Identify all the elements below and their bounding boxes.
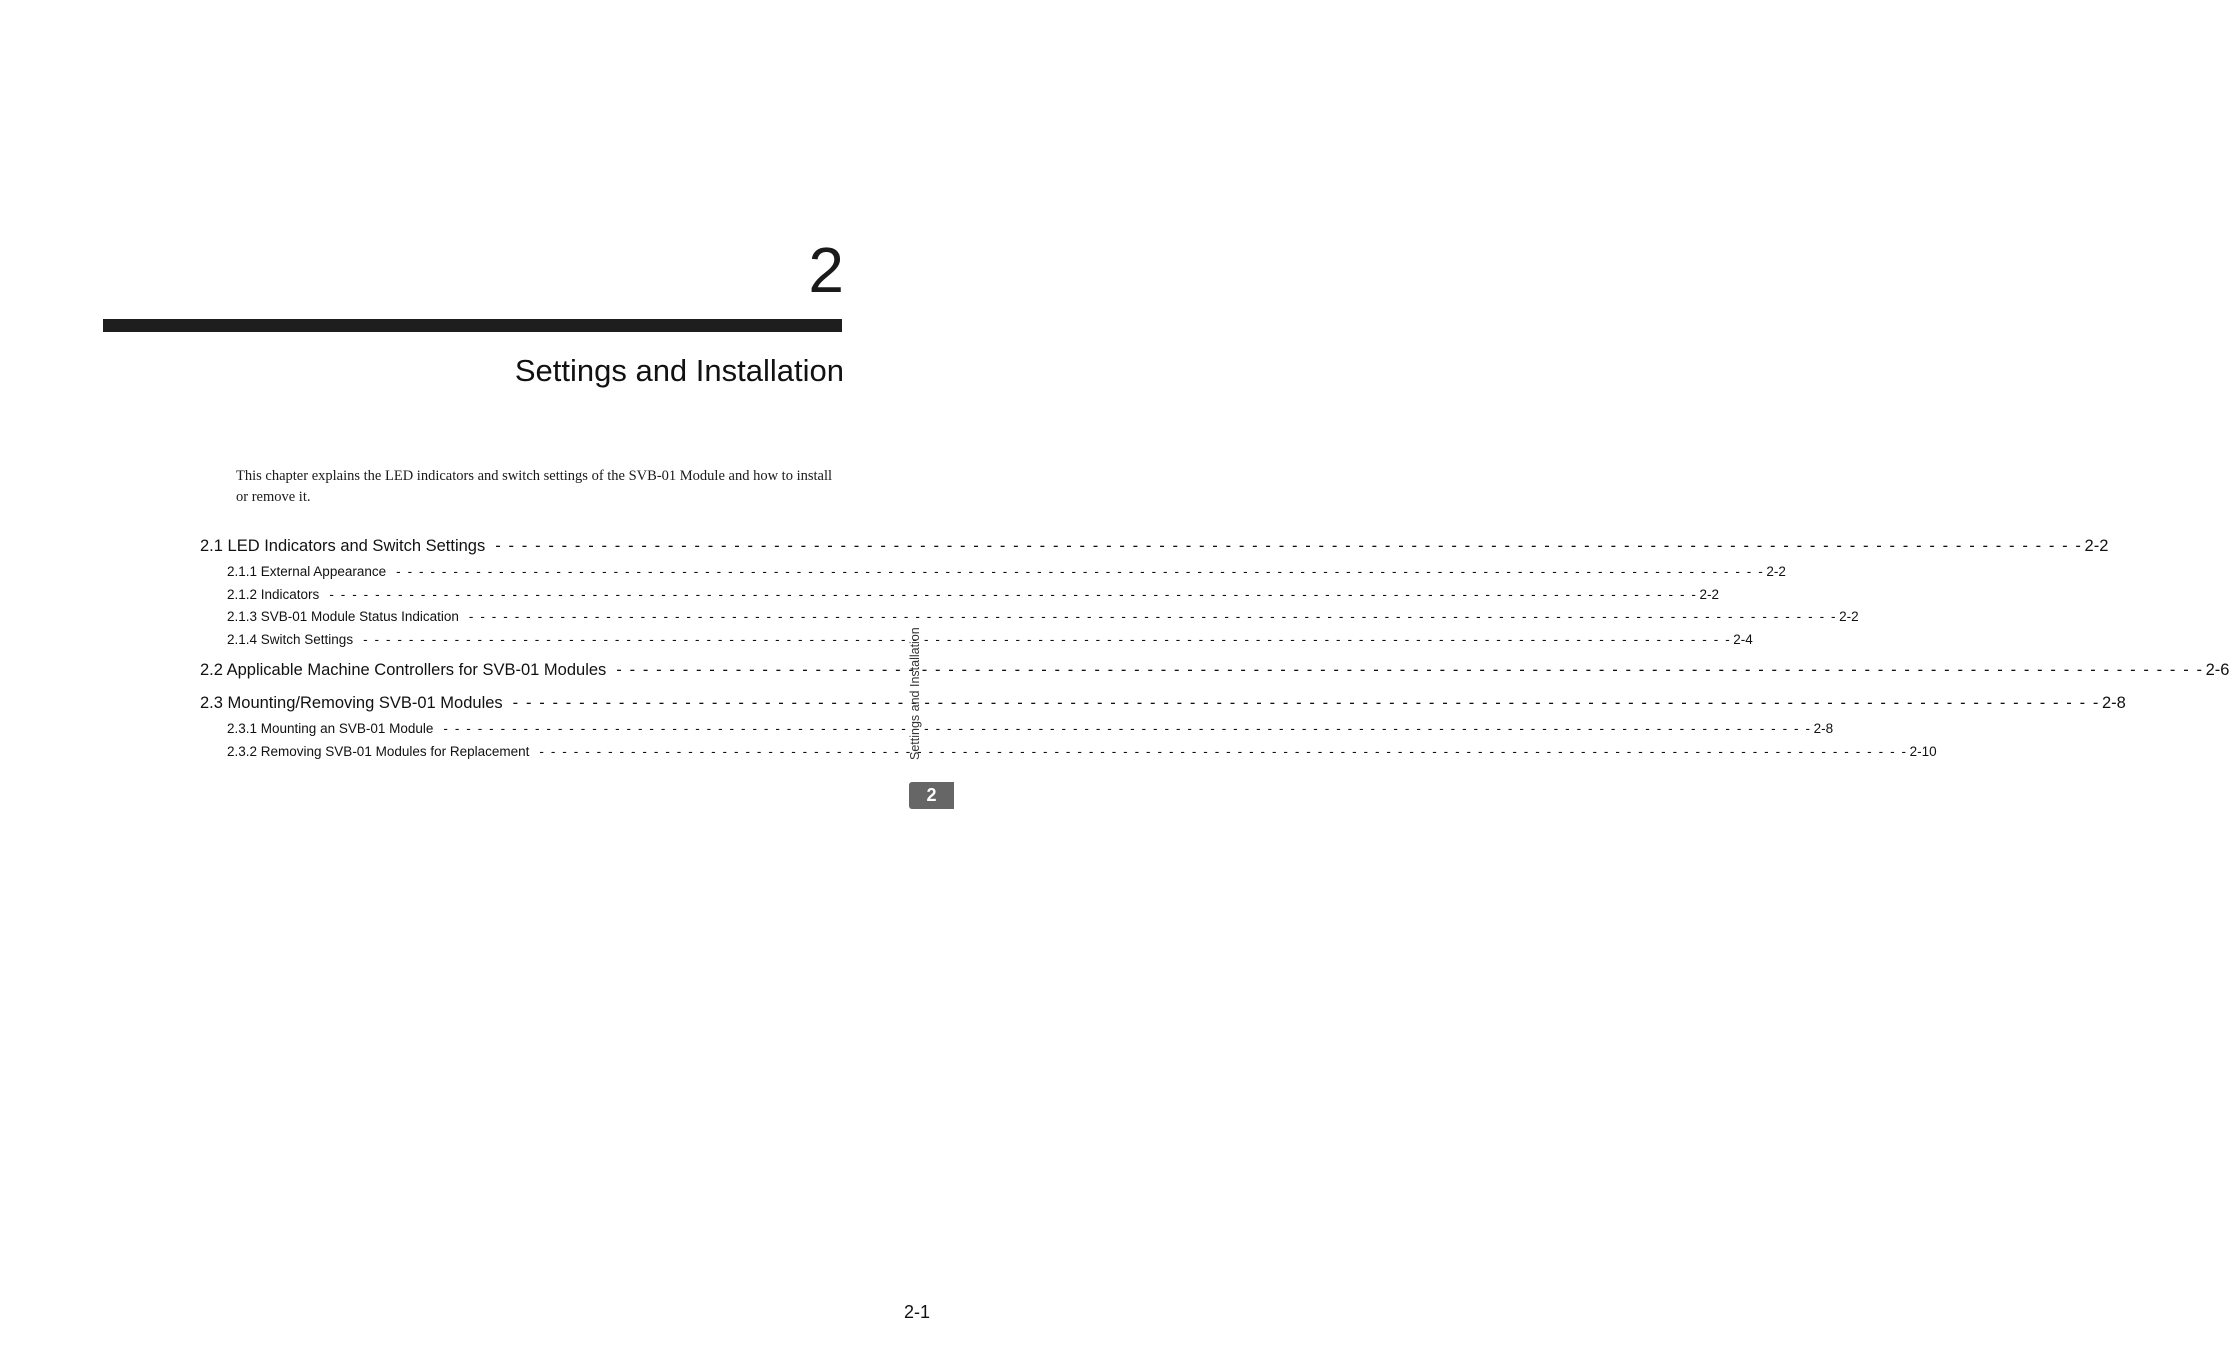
toc-entry-page: 2-2 — [1839, 609, 1859, 624]
chapter-number: 2 — [808, 234, 844, 306]
page-number: 2-1 — [903, 1302, 930, 1322]
toc-entry-label: 2.1 LED Indicators and Switch Settings — [200, 537, 486, 555]
toc-leader: - - - - - - - - - - - - - - - - - - - - - - - - - - - - - - - - - - - - - - - - - - - - - - - - - - - - - - - - - - - - - - - - - - - - - - - - - - - - - - - - - - - - - - - - - - - - - - - - - - - - - - - - - - - - - - - - - - - - - - - - — [616, 661, 2204, 679]
toc-entry-page: 2-2 — [2084, 537, 2109, 555]
toc-entry-label: 2.1.1 External Appearance — [227, 564, 387, 579]
toc-entry-page: 2-6 — [2205, 661, 2229, 679]
toc-entry-page: 2-4 — [1733, 632, 1753, 647]
toc-entry-2-1-1[interactable] — [227, 562, 1786, 582]
toc-entry-2-1-4[interactable] — [227, 630, 1753, 650]
toc-entry-page: 2-10 — [1909, 744, 1937, 759]
chapter-bar — [103, 319, 842, 332]
toc-entry-2-3-2[interactable] — [227, 742, 1937, 762]
toc-entry-2-3[interactable] — [200, 691, 2126, 715]
toc-entry-label: 2.3.2 Removing SVB-01 Modules for Replacement — [227, 744, 530, 759]
toc-entry-label: 2.1.4 Switch Settings — [227, 632, 354, 647]
toc-entry-page: 2-2 — [1766, 564, 1786, 579]
chapter-title: Settings and Installation — [514, 353, 844, 388]
toc-leader: - - - - - - - - - - - - - - - - - - - - - - - - - - - - - - - - - - - - - - - - - - - - - - - - - - - - - - - - - - - - - - - - - - - - - - - - - - - - - - - - - - - - - - - - - - - - - - - - - - - - - - - - - - - - - - - - - - - - - - - - — [443, 721, 1812, 736]
toc-leader: - - - - - - - - - - - - - - - - - - - - - - - - - - - - - - - - - - - - - - - - - - - - - - - - - - - - - - - - - - - - - - - - - - - - - - - - - - - - - - - - - - - - - - - - - - - - - - - - - - - - - - - - - - - - - - - - - - - - - - - - — [396, 564, 1765, 579]
toc-leader: - - - - - - - - - - - - - - - - - - - - - - - - - - - - - - - - - - - - - - - - - - - - - - - - - - - - - - - - - - - - - - - - - - - - - - - - - - - - - - - - - - - - - - - - - - - - - - - - - - - - - - - - - - - - - - - - - - - - - - - - — [539, 744, 1908, 759]
toc-entry-label: 2.1.2 Indicators — [227, 587, 320, 602]
toc-entry-page: 2-8 — [2101, 694, 2126, 712]
toc-entry-2-1-3[interactable] — [227, 607, 1859, 627]
toc-entry-label: 2.2 Applicable Machine Controllers for SVB-01 Modules — [200, 661, 607, 679]
toc-entry-2-2[interactable] — [200, 658, 2229, 682]
toc-leader: - - - - - - - - - - - - - - - - - - - - - - - - - - - - - - - - - - - - - - - - - - - - - - - - - - - - - - - - - - - - - - - - - - - - - - - - - - - - - - - - - - - - - - - - - - - - - - - - - - - - - - - - - - - - - - - - - - - - - - - - — [495, 537, 2083, 555]
toc-entry-page: 2-8 — [1813, 721, 1834, 736]
toc-entry-2-1-2[interactable] — [227, 585, 1720, 605]
toc-leader: - - - - - - - - - - - - - - - - - - - - - - - - - - - - - - - - - - - - - - - - - - - - - - - - - - - - - - - - - - - - - - - - - - - - - - - - - - - - - - - - - - - - - - - - - - - - - - - - - - - - - - - - - - - - - - - - - - - - - - - - — [468, 609, 1838, 624]
toc-leader: - - - - - - - - - - - - - - - - - - - - - - - - - - - - - - - - - - - - - - - - - - - - - - - - - - - - - - - - - - - - - - - - - - - - - - - - - - - - - - - - - - - - - - - - - - - - - - - - - - - - - - - - - - - - - - - - - - - - - - - - — [329, 587, 1698, 602]
toc-entry-2-3-1[interactable] — [227, 719, 1834, 739]
toc-entry-label: 2.1.3 SVB-01 Module Status Indication — [227, 609, 459, 624]
side-tab-label: Settings and Installation — [908, 627, 922, 760]
toc-entry-label: 2.3.1 Mounting an SVB-01 Module — [227, 721, 434, 736]
toc-leader: - - - - - - - - - - - - - - - - - - - - - - - - - - - - - - - - - - - - - - - - - - - - - - - - - - - - - - - - - - - - - - - - - - - - - - - - - - - - - - - - - - - - - - - - - - - - - - - - - - - - - - - - - - - - - - - - - - - - - - - - — [363, 632, 1732, 647]
toc-entry-page: 2-2 — [1699, 587, 1720, 602]
toc-entry-label: 2.3 Mounting/Removing SVB-01 Modules — [200, 694, 503, 712]
chapter-intro: This chapter explains the LED indicators and switch settings of the SVB-01 Module and how to install or remove it. — [236, 468, 833, 505]
side-tab-chapter-number[interactable]: 2 — [909, 782, 954, 809]
toc-leader: - - - - - - - - - - - - - - - - - - - - - - - - - - - - - - - - - - - - - - - - - - - - - - - - - - - - - - - - - - - - - - - - - - - - - - - - - - - - - - - - - - - - - - - - - - - - - - - - - - - - - - - - - - - - - - - - - - - - - - - - — [512, 694, 2100, 712]
toc-entry-2-1[interactable] — [200, 534, 2109, 558]
